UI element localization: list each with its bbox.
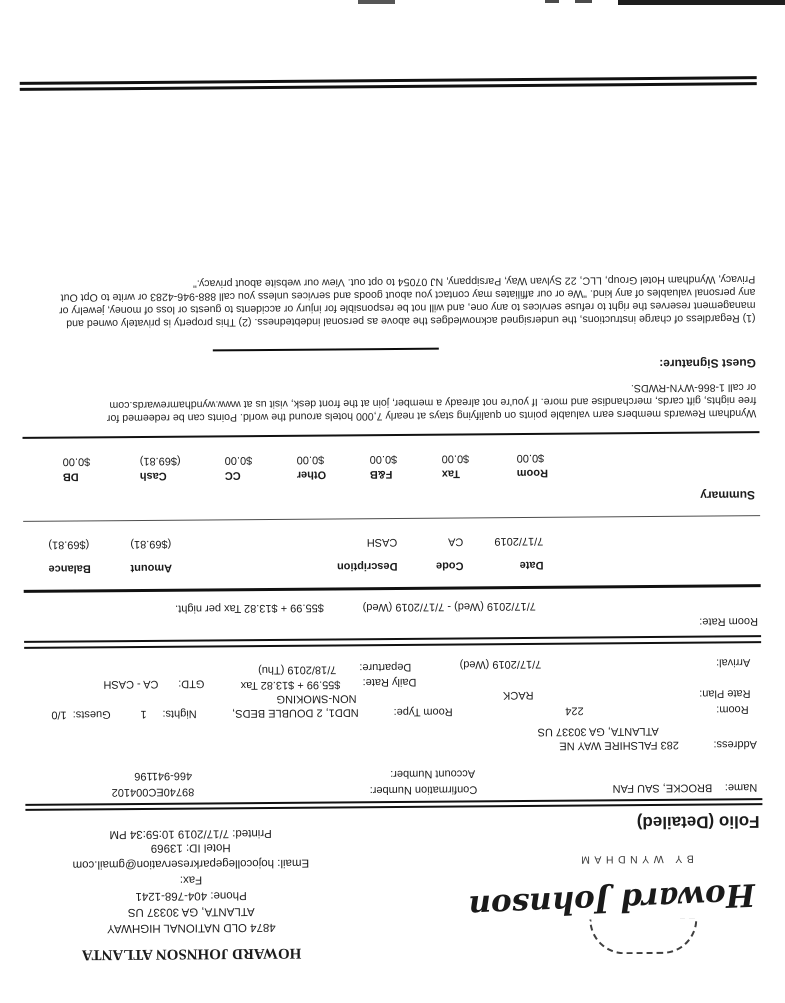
charge-row-code: CA — [447, 535, 464, 548]
signature-line — [213, 348, 439, 352]
address-label: Address: — [713, 738, 757, 751]
rate-plan-label: Rate Plan: — [699, 687, 751, 700]
room-type-line1: NDD1, 2 DOUBLE BEDS, — [232, 706, 359, 720]
charge-row-balance: ($69.81) — [48, 538, 90, 551]
account-number: 466-941196 — [134, 769, 193, 783]
summary-db-label: DB — [62, 470, 79, 483]
summary-cash-value: ($69.81) — [139, 454, 181, 467]
hotel-phone: Phone: 404-768-1241 — [135, 889, 247, 903]
hotel-id: Hotel ID: 13969 — [150, 841, 231, 854]
charge-row-description: CASH — [366, 535, 398, 549]
room-label: Room: — [716, 703, 749, 716]
printed-timestamp: Printed: 7/17/2019 10:59:34 PM — [109, 826, 272, 841]
confirmation-number-label: Confirmation Number: — [369, 783, 478, 797]
charges-header-date: Date — [519, 558, 544, 572]
room-rate-dates: 7/17/2019 (Wed) - 7/17/2019 (Wed) — [362, 599, 536, 614]
hotel-fax: Fax: — [179, 873, 203, 886]
daily-rate-value: $55.99 + $13.82 Tax — [240, 678, 341, 692]
gtd-value: CA - CASH — [103, 677, 159, 691]
hotel-street: 4874 OLD NATIONAL HIGHWAY — [106, 920, 276, 935]
fine-print-line4: Privacy, Wyndham Hotel Group, LLC, 22 Sylvan Way, Parsippany, NJ 07054 to opt out. View our website about privacy." — [192, 273, 756, 290]
charges-header-amount: Amount — [130, 561, 173, 575]
account-number-label: Account Number: — [390, 767, 476, 781]
summary-col-cash — [140, 453, 226, 484]
page-title: Folio (Detailed) — [636, 812, 760, 833]
guest-signature-label: Guest Signature: — [659, 356, 756, 371]
fine-print-line1: (1) Regardless of charge instructions, the undersigned acknowledges the above as personal indebtedness. (2) This property is privately owned and — [66, 312, 756, 330]
howard-johnson-logo-script: Howard Johnson — [467, 876, 756, 925]
guest-name: BROCKE, SAU FAN — [612, 781, 713, 795]
guest-address-line1: 283 FALSHIRE WAY NE — [559, 738, 679, 752]
summary-title: Summary — [700, 488, 756, 503]
room-type-label: Room Type: — [393, 705, 453, 718]
summary-other-value: $0.00 — [296, 453, 325, 466]
room-type-line2: NON-SMOKING — [276, 692, 357, 705]
guest-address-line2: ATLANTA, GA 30337 US — [537, 724, 659, 738]
rewards-text-line2: free nights, gift cards, merchandise and more. If you're not already a member, join at the front desk, visit us at www.wyndhamrewards.com — [109, 394, 757, 412]
room-rate-amount: $55.99 + $13.82 Tax per night. — [175, 601, 324, 615]
by-wyndham-logo-text: BY WYNDHAM — [576, 852, 694, 866]
nights-label: Nights: — [162, 707, 197, 720]
gtd-label: GTD: — [178, 677, 205, 690]
rate-plan-value: RACK — [502, 688, 534, 702]
charges-header-code: Code — [435, 559, 464, 572]
charge-row-amount: ($69.81) — [130, 537, 172, 551]
fine-print-line2: management reserves the right to refuse services to any one, and will not be responsible for injury or accidents to guests or loss of money, jewelry or — [59, 299, 756, 317]
departure-label: Departure: — [359, 660, 412, 674]
arrival-label: Arrival: — [716, 656, 751, 669]
confirmation-number: 89740EC004102 — [111, 785, 195, 799]
summary-divider — [22, 431, 759, 439]
arrival-date: 7/17/2019 (Wed) — [459, 657, 542, 671]
section-divider — [24, 641, 761, 649]
summary-db-value: $0.00 — [62, 455, 91, 468]
charges-header-balance: Balance — [48, 562, 91, 575]
summary-room-value: $0.00 — [516, 451, 545, 465]
summary-fb-label: F&B — [369, 468, 393, 481]
summary-col-room — [517, 450, 603, 481]
room-number: 224 — [565, 704, 584, 717]
rewards-text-line3: or call 1-866-WYN-RWDS. — [630, 381, 757, 395]
fine-print-line3: any personal valuables of any kind. "We or our affiliates may contact you about goods and services unless you call 888-946-4283 or write to Opt Out — [60, 286, 756, 304]
section-divider — [24, 584, 761, 593]
hotel-name: HOWARD JOHNSON ATLANTA — [81, 944, 302, 963]
summary-room-label: Room — [516, 466, 549, 480]
guests-value: 1/0 — [51, 708, 67, 721]
summary-tax-value: $0.00 — [441, 452, 470, 465]
departure-date: 7/18/2019 (Thu) — [258, 663, 337, 677]
name-label: Name: — [724, 781, 758, 794]
nights-value: 1 — [140, 707, 147, 720]
summary-cc-value: $0.00 — [224, 454, 253, 467]
summary-col-cc — [225, 453, 311, 484]
hotel-city: ATLANTA, GA 30337 US — [127, 905, 255, 919]
guests-label: Guests: — [72, 708, 111, 721]
summary-tax-label: Tax — [441, 467, 460, 480]
table-divider — [23, 515, 760, 522]
howard-johnson-logo-arc-icon — [589, 919, 697, 955]
daily-rate-label: Daily Rate: — [362, 675, 417, 689]
summary-cash-label: Cash — [139, 469, 167, 482]
room-rate-label: Room Rate: — [699, 615, 759, 628]
rewards-text-line1: Wyndham Rewards members earn valuable points on qualifying stays at nearly 7,000 hotels around the world. Points can be redeemed for — [106, 407, 757, 425]
summary-cc-label: CC — [224, 469, 241, 482]
charge-row-date: 7/17/2019 — [494, 534, 544, 548]
charges-header-description: Description — [336, 559, 398, 573]
hotel-email: Email: hojocollegeparkreservation@gmail.com — [72, 856, 310, 871]
summary-fb-value: $0.00 — [369, 452, 398, 466]
summary-other-label: Other — [296, 468, 327, 481]
summary-col-db — [63, 454, 149, 485]
